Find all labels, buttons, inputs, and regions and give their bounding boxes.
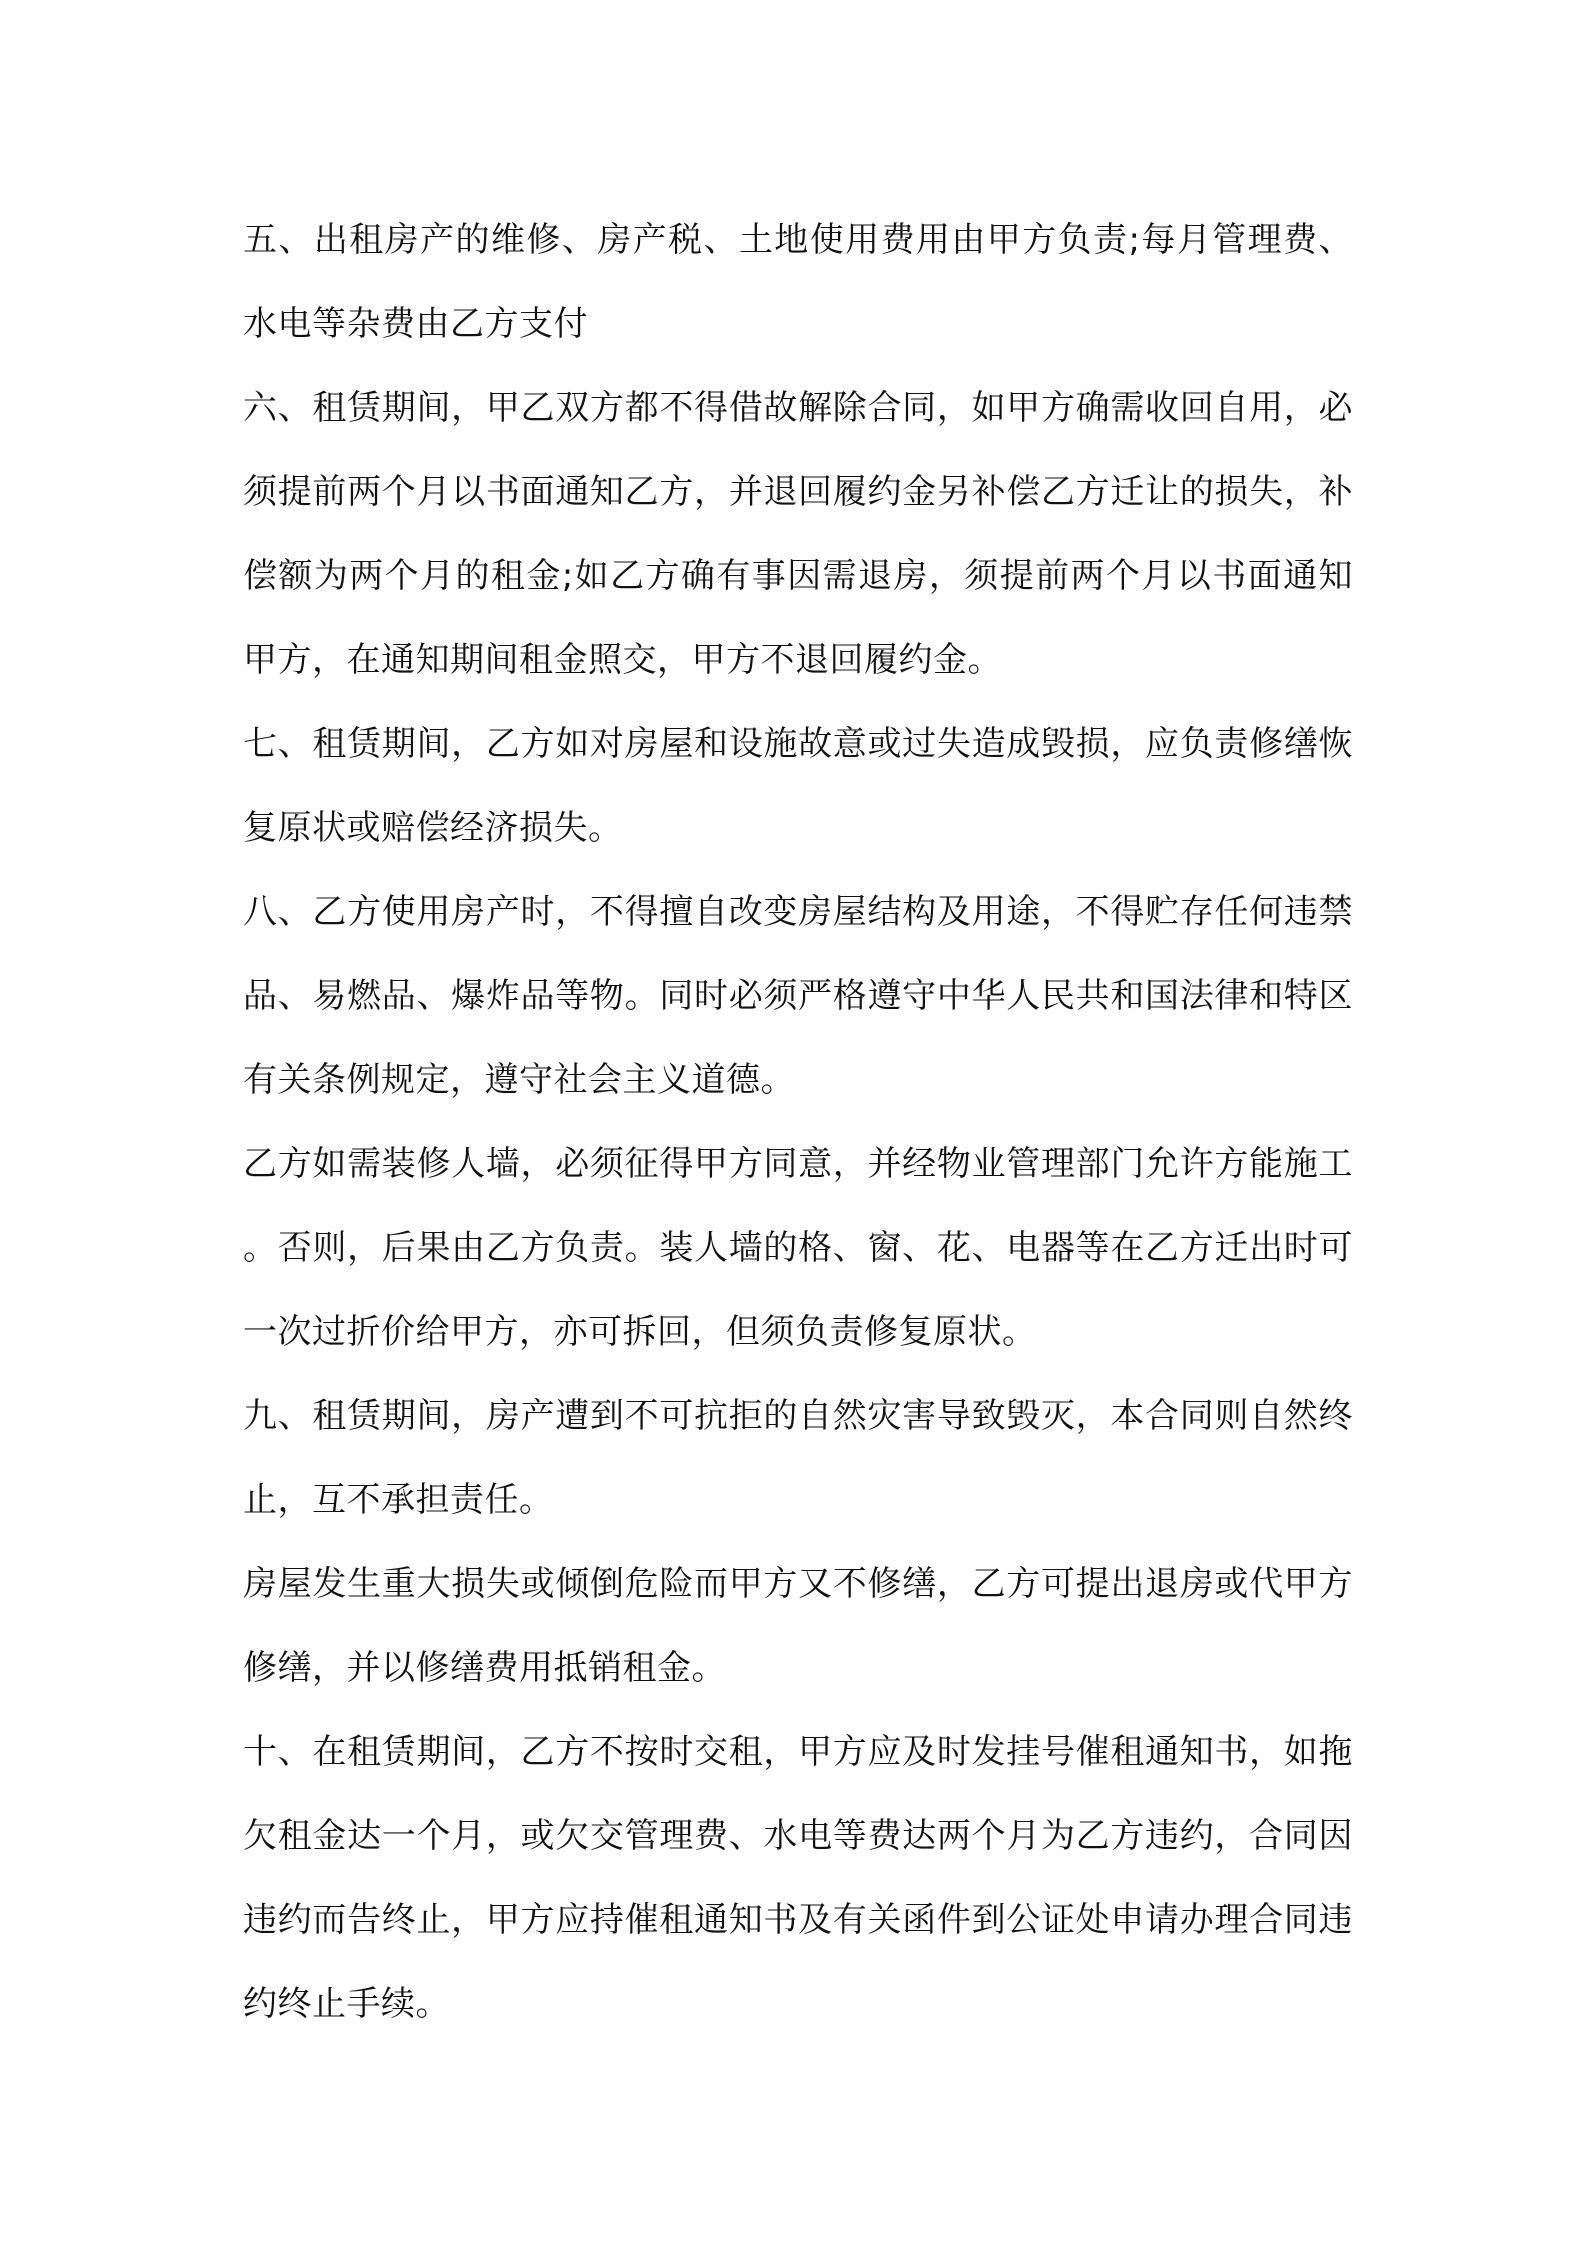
clause-5: 五、出租房产的维修、房产税、土地使用费用由甲方负责;每月管理费、水电等杂费由乙方支付 xyxy=(243,220,1353,344)
clause-9: 九、租赁期间，房产遭到不可抗拒的自然灾害导致毁灭，本合同则自然终止，互不承担责任。 xyxy=(243,1396,1353,1520)
clause-6: 六、租赁期间，甲乙双方都不得借故解除合同，如甲方确需收回自用，必须提前两个月以书面通知乙方，并退回履约金另补偿乙方迁让的损失，补偿额为两个月的租金;如乙方确有事因需退房，须提前两个月以书面通知甲方，在通知期间租金照交，甲方不退回履约金。 xyxy=(243,388,1353,680)
clause-8: 八、乙方使用房产时，不得擅自改变房屋结构及用途，不得贮存任何违禁品、易燃品、爆炸品等物。同时必须严格遵守中华人民共和国法律和特区有关条例规定，遵守社会主义道德。 xyxy=(243,892,1353,1100)
clause-7: 七、租赁期间，乙方如对房屋和设施故意或过失造成毁损，应负责修缮恢复原状或赔偿经济损失。 xyxy=(243,724,1353,848)
clause-10: 十、在租赁期间，乙方不按时交租，甲方应及时发挂号催租通知书，如拖欠租金达一个月，或欠交管理费、水电等费达两个月为乙方违约，合同因违约而告终止，甲方应持催租通知书及有关函件到公证处申请办理合同违约终止手续。 xyxy=(243,1732,1353,2024)
clause-9-repair: 房屋发生重大损失或倾倒危险而甲方又不修缮，乙方可提出退房或代甲方修缮，并以修缮费用抵销租金。 xyxy=(243,1564,1353,1688)
contract-body xyxy=(243,198,1353,2046)
clause-8-renovation: 乙方如需装修人墙，必须征得甲方同意，并经物业管理部门允许方能施工。否则，后果由乙方负责。装人墙的格、窗、花、电器等在乙方迁出时可一次过折价给甲方，亦可拆回，但须负责修复原状。 xyxy=(243,1144,1353,1352)
